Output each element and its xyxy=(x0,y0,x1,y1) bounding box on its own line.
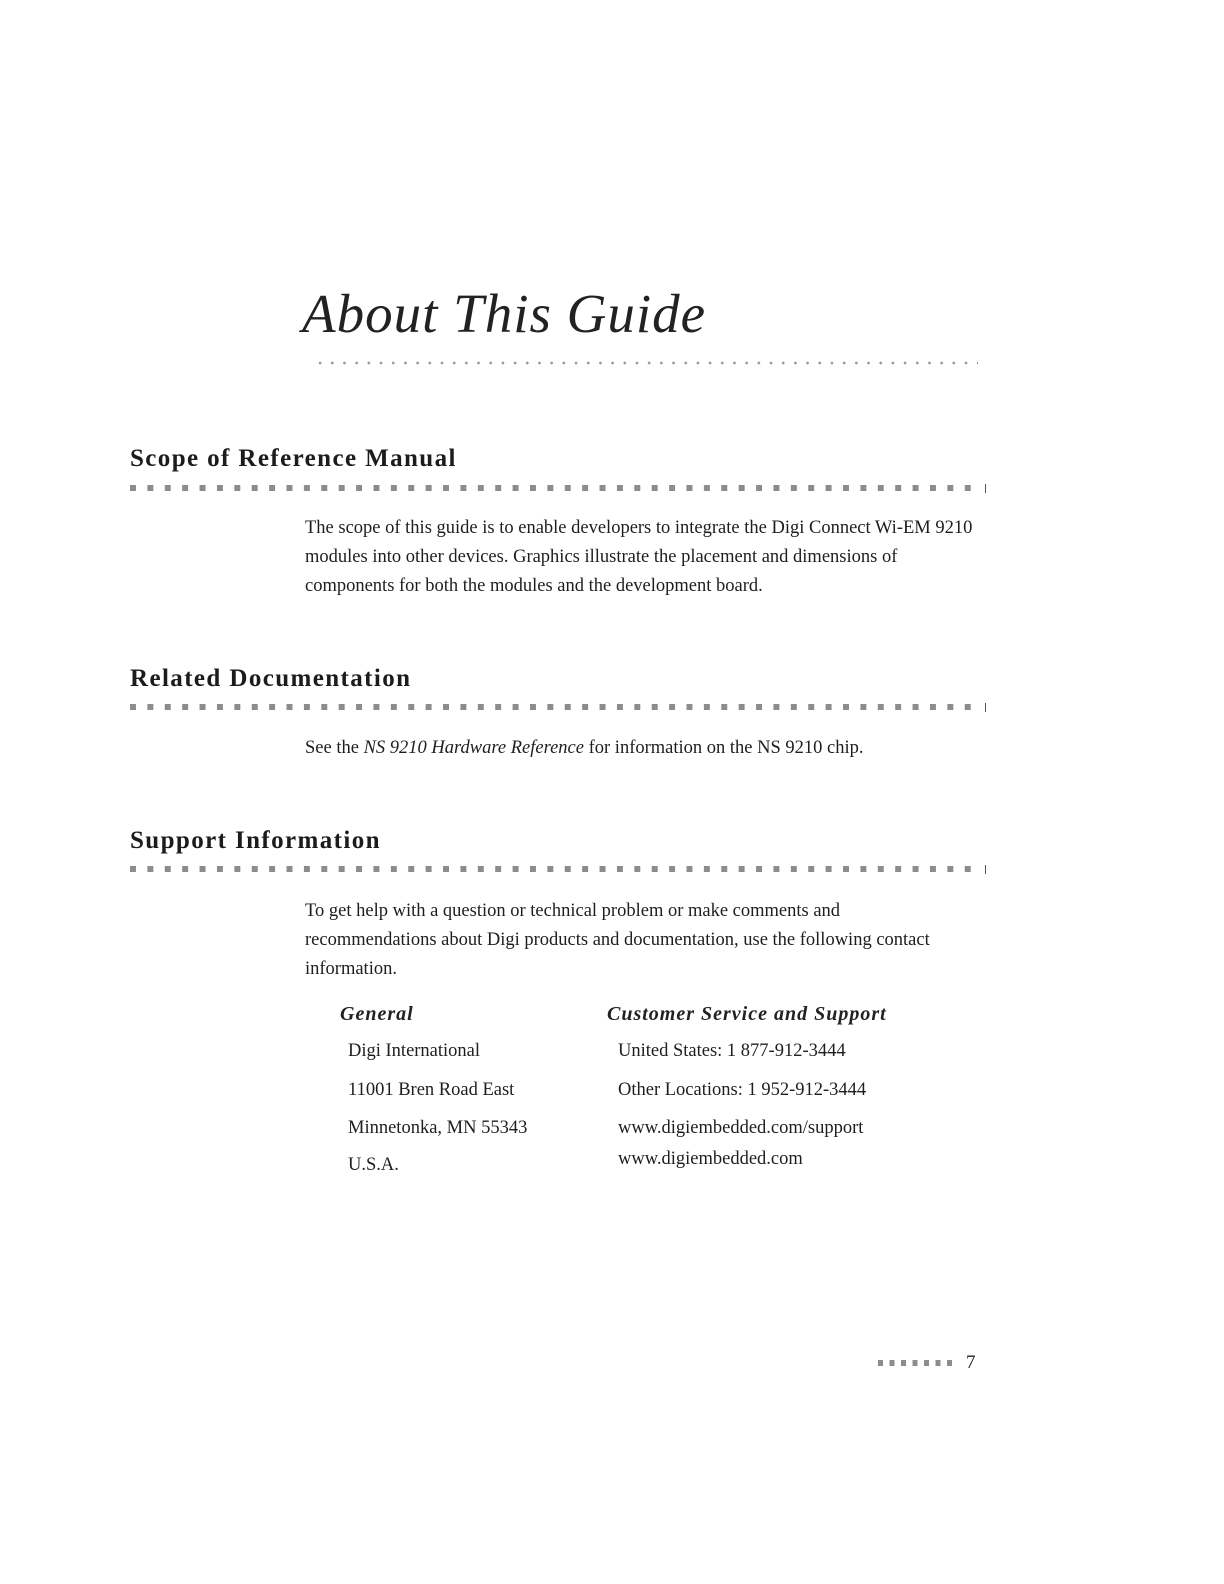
related-docs-text-after: for information on the NS 9210 chip. xyxy=(583,738,864,758)
section-rule-scope xyxy=(130,485,980,491)
contact-general-heading: General xyxy=(340,1003,414,1025)
contact-general-line: U.S.A. xyxy=(348,1155,399,1175)
title-dotted-rule xyxy=(314,361,978,365)
scope-paragraph: The scope of this guide is to enable developers to integrate the Digi Connect Wi-EM 9210 modules into other devices. Graphics illustrate the placement and dimensions of components for both the modules and the development board. xyxy=(305,518,973,596)
footer-dotted-rule xyxy=(878,1360,958,1366)
section-heading-support: Support Information xyxy=(130,827,381,854)
support-phone-other: Other Locations: 1 952-912-3444 xyxy=(618,1080,867,1100)
support-url: www.digiembedded.com/support xyxy=(618,1118,864,1138)
section-rule-related-docs xyxy=(130,704,980,710)
contact-support-heading: Customer Service and Support xyxy=(607,1003,887,1025)
contact-general-line: Minnetonka, MN 55343 xyxy=(348,1118,528,1138)
related-docs-paragraph xyxy=(305,734,975,763)
contact-general-line: Digi International xyxy=(348,1041,481,1061)
page-footer xyxy=(878,1352,976,1374)
section-heading-related-docs: Related Documentation xyxy=(130,665,412,692)
page-number: 7 xyxy=(966,1352,976,1373)
hardware-reference-title: NS 9210 Hardware Reference xyxy=(363,738,584,758)
support-phone-us: United States: 1 877-912-3444 xyxy=(618,1041,846,1061)
website-url: www.digiembedded.com xyxy=(618,1149,803,1169)
related-docs-text-before: See the xyxy=(305,738,364,758)
section-heading-scope: Scope of Reference Manual xyxy=(130,445,457,472)
contact-general-line: 11001 Bren Road East xyxy=(348,1080,515,1100)
section-rule-support xyxy=(130,866,980,872)
page-title: About This Guide xyxy=(302,283,707,344)
support-paragraph: To get help with a question or technical problem or make comments and recommendations about Digi products and documentation, use the following contact information. xyxy=(305,901,930,979)
